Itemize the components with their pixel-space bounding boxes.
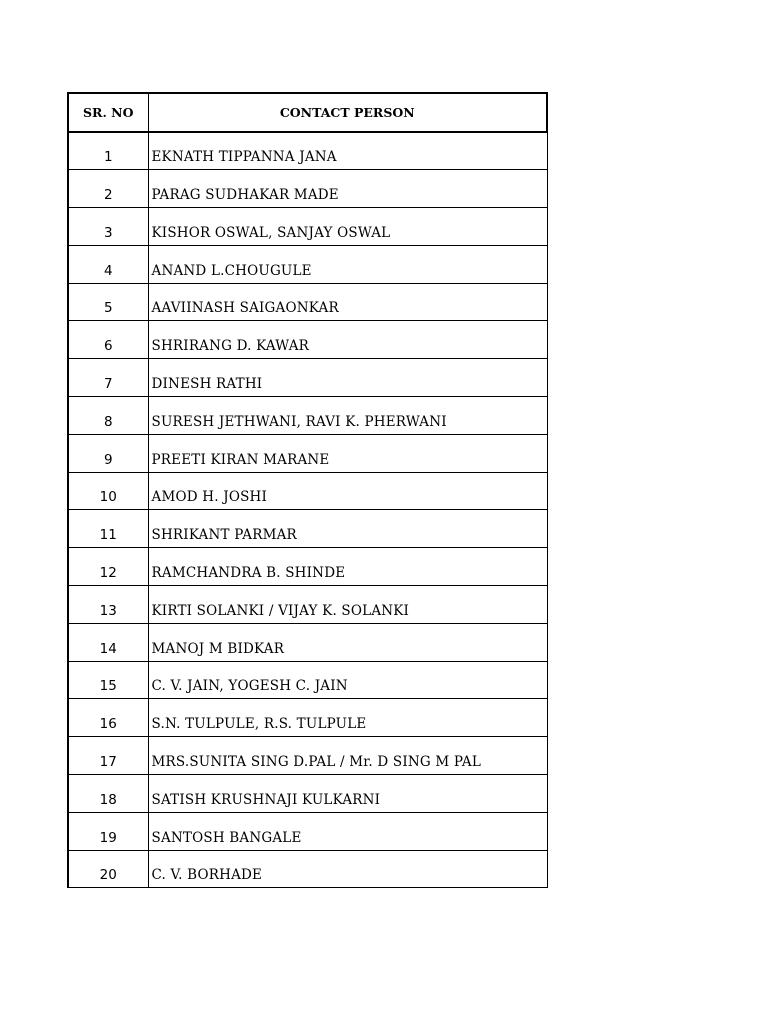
table-row	[68, 245, 547, 283]
row-contact-person: C. V. JAIN, YOGESH C. JAIN	[148, 661, 547, 699]
table-row	[68, 850, 547, 888]
contacts-table	[67, 92, 548, 888]
table-row	[68, 397, 547, 435]
table-row	[68, 510, 547, 548]
row-sr-no: 2	[68, 170, 148, 208]
table-row	[68, 208, 547, 246]
row-contact-person: AMOD H. JOSHI	[148, 472, 547, 510]
row-contact-person: MRS.SUNITA SING D.PAL / Mr. D SING M PAL	[148, 737, 547, 775]
table-row	[68, 321, 547, 359]
row-contact-person: DINESH RATHI	[148, 359, 547, 397]
row-sr-no: 5	[68, 283, 148, 321]
row-contact-person: AAVIINASH SAIGAONKAR	[148, 283, 547, 321]
row-sr-no: 19	[68, 812, 148, 850]
table-header	[68, 93, 547, 132]
header-row	[68, 93, 547, 132]
row-sr-no: 18	[68, 775, 148, 813]
table-row	[68, 170, 547, 208]
row-sr-no: 12	[68, 548, 148, 586]
table-row	[68, 737, 547, 775]
row-contact-person: S.N. TULPULE, R.S. TULPULE	[148, 699, 547, 737]
row-sr-no: 8	[68, 397, 148, 435]
table-row	[68, 132, 547, 170]
table-row	[68, 586, 547, 624]
table-row	[68, 623, 547, 661]
row-sr-no: 6	[68, 321, 148, 359]
table-body	[68, 132, 547, 888]
row-sr-no: 3	[68, 208, 148, 246]
row-sr-no: 13	[68, 586, 148, 624]
row-contact-person: PREETI KIRAN MARANE	[148, 434, 547, 472]
row-contact-person: SHRIKANT PARMAR	[148, 510, 547, 548]
row-contact-person: PARAG SUDHAKAR MADE	[148, 170, 547, 208]
table-row	[68, 283, 547, 321]
row-sr-no: 1	[68, 132, 148, 170]
row-contact-person: C. V. BORHADE	[148, 850, 547, 888]
row-sr-no: 20	[68, 850, 148, 888]
table-row	[68, 434, 547, 472]
row-contact-person: KIRTI SOLANKI / VIJAY K. SOLANKI	[148, 586, 547, 624]
table-row	[68, 699, 547, 737]
row-sr-no: 15	[68, 661, 148, 699]
row-sr-no: 17	[68, 737, 148, 775]
table-row	[68, 472, 547, 510]
table-row	[68, 812, 547, 850]
row-sr-no: 10	[68, 472, 148, 510]
header-contact-person: CONTACT PERSON	[148, 93, 547, 132]
row-contact-person: SURESH JETHWANI, RAVI K. PHERWANI	[148, 397, 547, 435]
row-contact-person: KISHOR OSWAL, SANJAY OSWAL	[148, 208, 547, 246]
row-contact-person: MANOJ M BIDKAR	[148, 623, 547, 661]
row-sr-no: 4	[68, 245, 148, 283]
row-contact-person: SANTOSH BANGALE	[148, 812, 547, 850]
row-sr-no: 16	[68, 699, 148, 737]
row-sr-no: 7	[68, 359, 148, 397]
header-sr-no: SR. NO	[68, 93, 148, 132]
row-sr-no: 9	[68, 434, 148, 472]
row-contact-person: RAMCHANDRA B. SHINDE	[148, 548, 547, 586]
row-contact-person: ANAND L.CHOUGULE	[148, 245, 547, 283]
table-row	[68, 661, 547, 699]
row-sr-no: 11	[68, 510, 148, 548]
row-sr-no: 14	[68, 623, 148, 661]
row-contact-person: SHRIRANG D. KAWAR	[148, 321, 547, 359]
row-contact-person: EKNATH TIPPANNA JANA	[148, 132, 547, 170]
table-row	[68, 775, 547, 813]
row-contact-person: SATISH KRUSHNAJI KULKARNI	[148, 775, 547, 813]
table-row	[68, 548, 547, 586]
table-row	[68, 359, 547, 397]
